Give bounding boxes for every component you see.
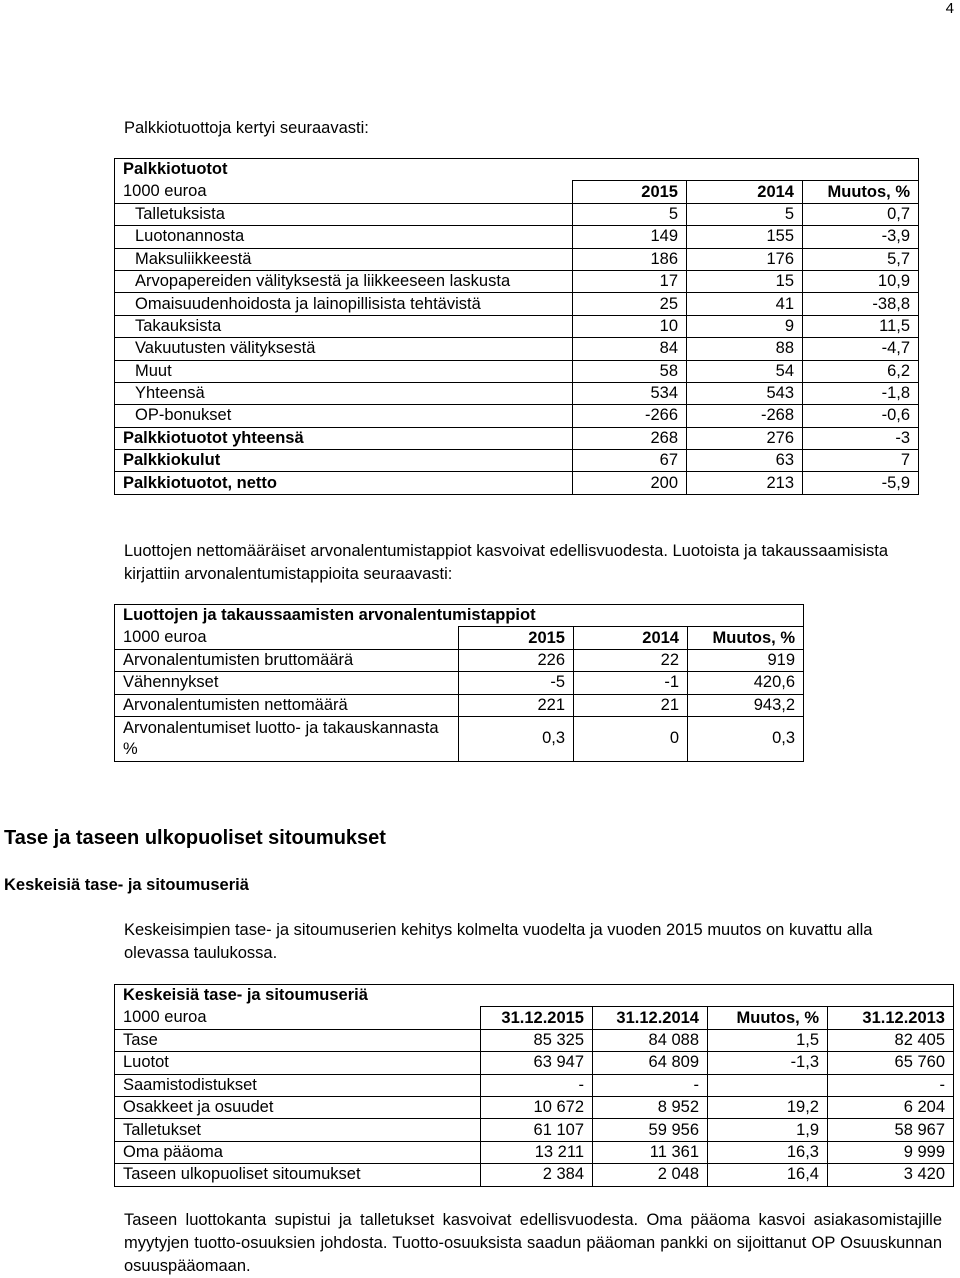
table-title: Palkkiotuotot: [115, 159, 919, 181]
row-value: 64 809: [593, 1052, 708, 1074]
row-label: Taseen ulkopuoliset sitoumukset: [115, 1164, 481, 1186]
row-value: 63: [687, 450, 803, 472]
table-row: [115, 649, 804, 671]
row-value: 0: [574, 716, 688, 761]
row-label: Talletuksista: [115, 203, 573, 225]
row-value: -1,8: [803, 382, 919, 404]
table-row: [115, 338, 919, 360]
table-title: Luottojen ja takaussaamisten arvonalentumistappiot: [115, 605, 804, 627]
row-value: 13 211: [481, 1141, 593, 1163]
impairment-losses-table: [114, 604, 804, 762]
row-value: 16,4: [708, 1164, 828, 1186]
column-header: 2014: [574, 627, 688, 649]
row-label: Muut: [115, 360, 573, 382]
table-row: [115, 382, 919, 404]
row-value: 186: [573, 248, 687, 270]
row-value: 85 325: [481, 1029, 593, 1051]
table-row: [115, 1052, 954, 1074]
row-value: -38,8: [803, 293, 919, 315]
column-header: 2015: [459, 627, 574, 649]
table-title-row: [115, 159, 919, 181]
row-value: 10 672: [481, 1096, 593, 1118]
row-value: 543: [687, 382, 803, 404]
table-row: [115, 1141, 954, 1163]
row-value: 10: [573, 315, 687, 337]
table-row: [115, 226, 919, 248]
column-header: 2015: [573, 181, 687, 203]
commission-income-table: [114, 158, 919, 495]
closing-paragraph: Taseen luottokanta supistui ja talletukset kasvoivat edellisvuodesta. Oma pääoma kasvoi asiakasomistajille myytyjen tuotto-osuuksien johdosta. Tuotto-osuuksista saadun pääoman pankki on sijoittanut OP Osuuskunnan osuuspääomaan.: [124, 1211, 942, 1275]
row-value: 420,6: [688, 672, 804, 694]
table-row: [115, 315, 919, 337]
row-value: 10,9: [803, 270, 919, 292]
table-row: [115, 694, 804, 716]
row-label: Osakkeet ja osuudet: [115, 1096, 481, 1118]
row-value: 58 967: [828, 1119, 954, 1141]
column-header: 31.12.2013: [828, 1007, 954, 1029]
row-value: -: [828, 1074, 954, 1096]
row-value: 41: [687, 293, 803, 315]
row-value: 226: [459, 649, 574, 671]
row-value: 84 088: [593, 1029, 708, 1051]
row-label: Arvonalentumiset luotto- ja takauskannasta %: [115, 716, 459, 761]
intro-paragraph-key-items: Keskeisimpien tase- ja sitoumuserien kehitys kolmelta vuodelta ja vuoden 2015 muutos on kuvattu alla olevassa taulukossa.: [124, 921, 873, 962]
row-label: Luotot: [115, 1052, 481, 1074]
row-value: 8 952: [593, 1096, 708, 1118]
table-header-row: [115, 1007, 954, 1029]
row-value: 221: [459, 694, 574, 716]
row-value: 176: [687, 248, 803, 270]
row-value: 0,3: [688, 716, 804, 761]
table-row: [115, 450, 919, 472]
row-value: -: [481, 1074, 593, 1096]
table-row: [115, 1164, 954, 1186]
column-header: Muutos, %: [708, 1007, 828, 1029]
row-value: 200: [573, 472, 687, 494]
row-value: -1,3: [708, 1052, 828, 1074]
row-value: 65 760: [828, 1052, 954, 1074]
unit-label: 1000 euroa: [115, 627, 459, 649]
row-value: 149: [573, 226, 687, 248]
table-header-row: [115, 181, 919, 203]
table-row: [115, 427, 919, 449]
table-row: [115, 293, 919, 315]
row-value: -5,9: [803, 472, 919, 494]
row-value: 22: [574, 649, 688, 671]
row-value: -268: [687, 405, 803, 427]
column-header: 2014: [687, 181, 803, 203]
row-label: Palkkiotuotot, netto: [115, 472, 573, 494]
row-value: 1,5: [708, 1029, 828, 1051]
row-label: Oma pääoma: [115, 1141, 481, 1163]
row-label: Palkkiotuotot yhteensä: [115, 427, 573, 449]
row-value: 5,7: [803, 248, 919, 270]
table-row: [115, 672, 804, 694]
row-value: 19,2: [708, 1096, 828, 1118]
row-value: 59 956: [593, 1119, 708, 1141]
row-value: 5: [687, 203, 803, 225]
row-value: -: [593, 1074, 708, 1096]
table-row: [115, 360, 919, 382]
row-value: 25: [573, 293, 687, 315]
table-row: [115, 405, 919, 427]
row-label: Vähennykset: [115, 672, 459, 694]
row-value: 2 048: [593, 1164, 708, 1186]
section-heading-balance-sheet: Tase ja taseen ulkopuoliset sitoumukset: [4, 827, 386, 849]
row-label: Arvopapereiden välityksestä ja liikkeeseen laskusta: [115, 270, 573, 292]
row-value: 0,3: [459, 716, 574, 761]
row-value: -5: [459, 672, 574, 694]
row-label: Yhteensä: [115, 382, 573, 404]
row-label: Saamistodistukset: [115, 1074, 481, 1096]
row-value: 943,2: [688, 694, 804, 716]
row-label: Talletukset: [115, 1119, 481, 1141]
row-value: 155: [687, 226, 803, 248]
row-label: Takauksista: [115, 315, 573, 337]
page-number: 4: [945, 0, 954, 17]
column-header: 31.12.2015: [481, 1007, 593, 1029]
row-value: 63 947: [481, 1052, 593, 1074]
row-value: -0,6: [803, 405, 919, 427]
intro-paragraph-impairments: Luottojen nettomääräiset arvonalentumistappiot kasvoivat edellisvuodesta. Luotoista ja takaussaamisista kirjattiin arvonalentumistappioita seuraavasti:: [124, 542, 889, 583]
table-row: [115, 203, 919, 225]
table-row: [115, 1029, 954, 1051]
row-value: 16,3: [708, 1141, 828, 1163]
row-label: Arvonalentumisten nettomäärä: [115, 694, 459, 716]
unit-label: 1000 euroa: [115, 181, 573, 203]
row-value: [708, 1074, 828, 1096]
row-label: OP-bonukset: [115, 405, 573, 427]
row-value: 213: [687, 472, 803, 494]
key-balance-items-table: [114, 984, 954, 1187]
row-value: 6 204: [828, 1096, 954, 1118]
row-value: -3: [803, 427, 919, 449]
row-value: 15: [687, 270, 803, 292]
unit-label: 1000 euroa: [115, 1007, 481, 1029]
row-value: 11,5: [803, 315, 919, 337]
table-row: [115, 1119, 954, 1141]
row-value: 84: [573, 338, 687, 360]
row-value: 5: [573, 203, 687, 225]
table-row: [115, 716, 804, 761]
row-label: Arvonalentumisten bruttomäärä: [115, 649, 459, 671]
column-header: 31.12.2014: [593, 1007, 708, 1029]
column-header: Muutos, %: [688, 627, 804, 649]
row-value: -3,9: [803, 226, 919, 248]
row-value: 268: [573, 427, 687, 449]
table-title: Keskeisiä tase- ja sitoumuseriä: [115, 985, 954, 1007]
row-label: Omaisuudenhoidosta ja lainopillisista tehtävistä: [115, 293, 573, 315]
row-value: 2 384: [481, 1164, 593, 1186]
row-value: 9: [687, 315, 803, 337]
row-value: 17: [573, 270, 687, 292]
row-value: 7: [803, 450, 919, 472]
table-title-row: [115, 985, 954, 1007]
row-value: -1: [574, 672, 688, 694]
table-row: [115, 248, 919, 270]
row-value: 88: [687, 338, 803, 360]
row-value: 61 107: [481, 1119, 593, 1141]
row-value: 21: [574, 694, 688, 716]
row-value: 6,2: [803, 360, 919, 382]
row-value: -266: [573, 405, 687, 427]
row-value: 82 405: [828, 1029, 954, 1051]
table-row: [115, 1074, 954, 1096]
subsection-heading-key-items: Keskeisiä tase- ja sitoumuseriä: [4, 876, 249, 894]
table-row: [115, 472, 919, 494]
row-label: Tase: [115, 1029, 481, 1051]
table-row: [115, 270, 919, 292]
table-row: [115, 1096, 954, 1118]
row-label: Luotonannosta: [115, 226, 573, 248]
row-value: 276: [687, 427, 803, 449]
row-value: 3 420: [828, 1164, 954, 1186]
row-label: Maksuliikkeestä: [115, 248, 573, 270]
row-value: 67: [573, 450, 687, 472]
row-label: Vakuutusten välityksestä: [115, 338, 573, 360]
intro-paragraph-commissions: Palkkiotuottoja kertyi seuraavasti:: [124, 119, 369, 137]
table-title-row: [115, 605, 804, 627]
row-value: 54: [687, 360, 803, 382]
row-value: 11 361: [593, 1141, 708, 1163]
row-value: 1,9: [708, 1119, 828, 1141]
row-label: Palkkiokulut: [115, 450, 573, 472]
row-value: 534: [573, 382, 687, 404]
row-value: 9 999: [828, 1141, 954, 1163]
column-header: Muutos, %: [803, 181, 919, 203]
row-value: 0,7: [803, 203, 919, 225]
row-value: 58: [573, 360, 687, 382]
table-header-row: [115, 627, 804, 649]
row-value: -4,7: [803, 338, 919, 360]
row-value: 919: [688, 649, 804, 671]
